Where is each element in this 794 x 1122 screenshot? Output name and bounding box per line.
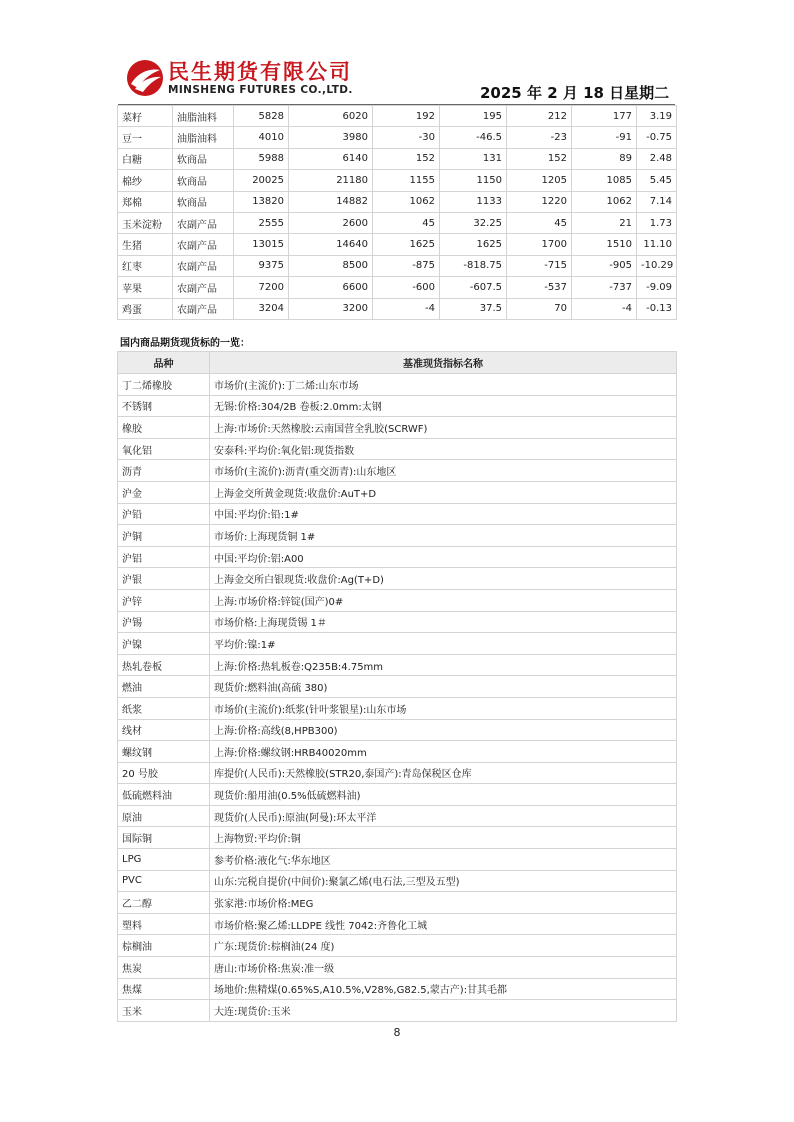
table-cell: 89 <box>572 148 637 169</box>
table-row <box>118 481 677 503</box>
variety-cell: 玉米 <box>118 1000 210 1022</box>
table-cell: 32.25 <box>440 212 507 233</box>
table-cell: 3980 <box>289 127 373 148</box>
table-cell: 1133 <box>440 191 507 212</box>
table-cell: 177 <box>572 106 637 127</box>
table-cell: 1062 <box>572 191 637 212</box>
table-row <box>118 654 677 676</box>
spot-index-cell: 市场价格:上海现货锡 1＃ <box>210 611 677 633</box>
spot-index-cell: 场地价:焦精煤(0.65%S,A10.5%,V28%,G82.5,蒙古产):甘其毛都 <box>210 978 677 1000</box>
table-cell: 1155 <box>373 170 440 191</box>
variety-cell: 沪锡 <box>118 611 210 633</box>
variety-cell: 塑料 <box>118 913 210 935</box>
table-row <box>118 676 677 698</box>
column-header-spot-index: 基准现货指标名称 <box>210 352 677 374</box>
spot-index-cell: 现货价(人民币):原油(阿曼):环太平洋 <box>210 805 677 827</box>
company-name-cn: 民生期货有限公司 <box>168 60 352 84</box>
table-cell: 软商品 <box>173 148 234 169</box>
table-cell: 1085 <box>572 170 637 191</box>
table-row <box>118 568 677 590</box>
table-row <box>118 438 677 460</box>
table-cell: -715 <box>507 255 572 276</box>
table-cell: 14882 <box>289 191 373 212</box>
table-cell: 70 <box>507 298 572 319</box>
spot-index-cell: 中国:平均价:铝:A00 <box>210 546 677 568</box>
table-cell: 软商品 <box>173 170 234 191</box>
table-cell: -10.29 <box>637 255 677 276</box>
variety-cell: LPG <box>118 849 210 871</box>
table-cell: 21 <box>572 212 637 233</box>
section-title: 国内商品期货现货标的一览： <box>120 338 250 349</box>
table-row <box>118 849 677 871</box>
table-row <box>118 212 677 233</box>
company-name-en: MINSHENG FUTURES CO.,LTD. <box>168 84 353 96</box>
table-row <box>118 913 677 935</box>
table-cell: 豆一 <box>118 127 173 148</box>
table-cell: 1.73 <box>637 212 677 233</box>
table-row <box>118 633 677 655</box>
table-row <box>118 978 677 1000</box>
table-cell: 1150 <box>440 170 507 191</box>
table-cell: 2600 <box>289 212 373 233</box>
variety-cell: 20 号胶 <box>118 762 210 784</box>
spot-index-cell: 张家港:市场价格:MEG <box>210 892 677 914</box>
table-cell: 5.45 <box>637 170 677 191</box>
table-row <box>118 805 677 827</box>
spot-index-cell: 广东:现货价:棕榈油(24 度) <box>210 935 677 957</box>
table-cell: -905 <box>572 255 637 276</box>
table-cell: 玉米淀粉 <box>118 212 173 233</box>
table-row <box>118 892 677 914</box>
spot-index-cell: 市场价:上海现货铜 1# <box>210 525 677 547</box>
table-cell: 农副产品 <box>173 298 234 319</box>
spot-index-cell: 上海:价格:高线(8,HPB300) <box>210 719 677 741</box>
table-row <box>118 234 677 255</box>
table-row <box>118 611 677 633</box>
variety-cell: 沪镍 <box>118 633 210 655</box>
variety-cell: 沪锌 <box>118 589 210 611</box>
variety-cell: 不锈钢 <box>118 395 210 417</box>
table-cell: 21180 <box>289 170 373 191</box>
minsheng-emblem-icon <box>126 58 164 98</box>
table-cell: -4 <box>373 298 440 319</box>
spot-index-cell: 上海:价格:热轧板卷:Q235B:4.75mm <box>210 654 677 676</box>
table-cell: -818.75 <box>440 255 507 276</box>
table-cell: 2.48 <box>637 148 677 169</box>
variety-cell: 燃油 <box>118 676 210 698</box>
table-cell: -23 <box>507 127 572 148</box>
spot-index-cell: 山东:完税自提价(中间价):聚氯乙烯(电石法,三型及五型) <box>210 870 677 892</box>
table-row <box>118 148 677 169</box>
variety-cell: 棕榈油 <box>118 935 210 957</box>
spot-index-cell: 上海:市场价:天然橡胶:云南国营全乳胶(SCRWF) <box>210 417 677 439</box>
spot-index-cell: 中国:平均价:铅:1# <box>210 503 677 525</box>
table-cell: 1625 <box>440 234 507 255</box>
table-row <box>118 255 677 276</box>
table-cell: 农副产品 <box>173 234 234 255</box>
report-date: 2025 年 2 月 18 日星期二 <box>480 84 670 102</box>
table-cell: 红枣 <box>118 255 173 276</box>
table-cell: 13015 <box>234 234 289 255</box>
table-cell: 6020 <box>289 106 373 127</box>
spot-index-cell: 参考价格:液化气:华东地区 <box>210 849 677 871</box>
table-cell: 6140 <box>289 148 373 169</box>
table-cell: -46.5 <box>440 127 507 148</box>
spot-index-cell: 上海:价格:螺纹钢:HRB40020mm <box>210 741 677 763</box>
table-row <box>118 106 677 127</box>
table-cell: 152 <box>507 148 572 169</box>
table-row <box>118 460 677 482</box>
table-cell: 8500 <box>289 255 373 276</box>
table-cell: -30 <box>373 127 440 148</box>
spot-index-cell: 大连:现货价:玉米 <box>210 1000 677 1022</box>
table-row <box>118 935 677 957</box>
table-cell: 郑棉 <box>118 191 173 212</box>
table-cell: 3200 <box>289 298 373 319</box>
variety-cell: 乙二醇 <box>118 892 210 914</box>
table-cell: 1062 <box>373 191 440 212</box>
table-row <box>118 827 677 849</box>
spot-index-cell: 上海金交所白银现货:收盘价:Ag(T+D) <box>210 568 677 590</box>
table-cell: -607.5 <box>440 277 507 298</box>
spread-table <box>117 105 677 320</box>
table-cell: 1700 <box>507 234 572 255</box>
variety-cell: 沪铜 <box>118 525 210 547</box>
variety-cell: 沥青 <box>118 460 210 482</box>
variety-cell: 氧化铝 <box>118 438 210 460</box>
variety-cell: 纸浆 <box>118 697 210 719</box>
variety-cell: 国际铜 <box>118 827 210 849</box>
spot-index-cell: 市场价(主流价):沥青(重交沥青):山东地区 <box>210 460 677 482</box>
table-cell: -91 <box>572 127 637 148</box>
company-logo <box>126 56 366 100</box>
variety-cell: 螺纹钢 <box>118 741 210 763</box>
table-cell: 11.10 <box>637 234 677 255</box>
table-cell: 195 <box>440 106 507 127</box>
variety-cell: 线材 <box>118 719 210 741</box>
table-cell: 苹果 <box>118 277 173 298</box>
table-cell: 软商品 <box>173 191 234 212</box>
column-header-variety: 品种 <box>118 352 210 374</box>
spot-index-table <box>117 351 677 1022</box>
table-cell: 192 <box>373 106 440 127</box>
table-cell: -600 <box>373 277 440 298</box>
spot-index-cell: 市场价(主流价):纸浆(针叶浆银星):山东市场 <box>210 697 677 719</box>
table-cell: -0.75 <box>637 127 677 148</box>
spot-index-cell: 现货价:船用油(0.5%低硫燃料油) <box>210 784 677 806</box>
table-cell: 13820 <box>234 191 289 212</box>
spot-index-cell: 平均价:镍:1# <box>210 633 677 655</box>
table-row <box>118 277 677 298</box>
table-row <box>118 170 677 191</box>
variety-cell: 沪铅 <box>118 503 210 525</box>
variety-cell: 沪银 <box>118 568 210 590</box>
table-cell: 农副产品 <box>173 212 234 233</box>
spot-index-cell: 库提价(人民币):天然橡胶(STR20,泰国产):青岛保税区仓库 <box>210 762 677 784</box>
table-row <box>118 417 677 439</box>
page-number: 8 <box>393 1026 401 1039</box>
table-cell: 20025 <box>234 170 289 191</box>
spot-index-cell: 市场价(主流价):丁二烯:山东市场 <box>210 374 677 396</box>
table-row <box>118 741 677 763</box>
table-row <box>118 546 677 568</box>
table-row <box>118 957 677 979</box>
table-cell: 152 <box>373 148 440 169</box>
table-cell: 4010 <box>234 127 289 148</box>
table-cell: 菜籽 <box>118 106 173 127</box>
spot-index-cell: 上海金交所黄金现货:收盘价:AuT+D <box>210 481 677 503</box>
table-row <box>118 503 677 525</box>
variety-cell: PVC <box>118 870 210 892</box>
table-row <box>118 374 677 396</box>
table-cell: 7200 <box>234 277 289 298</box>
table-cell: 5988 <box>234 148 289 169</box>
table-cell: 生猪 <box>118 234 173 255</box>
table-cell: 5828 <box>234 106 289 127</box>
table-cell: 3.19 <box>637 106 677 127</box>
table-row <box>118 1000 677 1022</box>
spot-index-cell: 现货价:燃料油(高硫 380) <box>210 676 677 698</box>
table-row <box>118 298 677 319</box>
table-row <box>118 191 677 212</box>
table-cell: 1220 <box>507 191 572 212</box>
table-cell: 2555 <box>234 212 289 233</box>
variety-cell: 沪铝 <box>118 546 210 568</box>
variety-cell: 热轧卷板 <box>118 654 210 676</box>
variety-cell: 丁二烯橡胶 <box>118 374 210 396</box>
table-cell: 1205 <box>507 170 572 191</box>
table-row <box>118 395 677 417</box>
table-cell: -9.09 <box>637 277 677 298</box>
table-cell: 14640 <box>289 234 373 255</box>
table-cell: 37.5 <box>440 298 507 319</box>
table-cell: -537 <box>507 277 572 298</box>
spot-index-cell: 无锡:价格:304/2B 卷板:2.0mm:太钢 <box>210 395 677 417</box>
table-cell: 6600 <box>289 277 373 298</box>
variety-cell: 焦煤 <box>118 978 210 1000</box>
spot-index-cell: 市场价格:聚乙烯:LLDPE 线性 7042:齐鲁化工城 <box>210 913 677 935</box>
table-cell: 45 <box>507 212 572 233</box>
table-cell: 1625 <box>373 234 440 255</box>
table-cell: 农副产品 <box>173 277 234 298</box>
table-cell: 油脂油料 <box>173 106 234 127</box>
variety-cell: 低硫燃料油 <box>118 784 210 806</box>
table-cell: -875 <box>373 255 440 276</box>
table-row <box>118 127 677 148</box>
spot-index-cell: 唐山:市场价格:焦炭:准一级 <box>210 957 677 979</box>
table-cell: 农副产品 <box>173 255 234 276</box>
table-cell: 1510 <box>572 234 637 255</box>
table-cell: 7.14 <box>637 191 677 212</box>
table-row <box>118 719 677 741</box>
variety-cell: 焦炭 <box>118 957 210 979</box>
spot-index-cell: 上海物贸:平均价:铜 <box>210 827 677 849</box>
table-row <box>118 525 677 547</box>
table-row <box>118 589 677 611</box>
table-cell: 3204 <box>234 298 289 319</box>
spot-index-cell: 安泰科:平均价:氧化铝:现货指数 <box>210 438 677 460</box>
table-cell: 9375 <box>234 255 289 276</box>
variety-cell: 沪金 <box>118 481 210 503</box>
table-cell: 白糖 <box>118 148 173 169</box>
table-cell: 鸡蛋 <box>118 298 173 319</box>
spot-index-cell: 上海:市场价格:锌锭(国产)0# <box>210 589 677 611</box>
table-cell: -737 <box>572 277 637 298</box>
table-cell: -4 <box>572 298 637 319</box>
table-cell: 油脂油料 <box>173 127 234 148</box>
table-row <box>118 870 677 892</box>
table-row <box>118 784 677 806</box>
table-row <box>118 762 677 784</box>
table-cell: 棉纱 <box>118 170 173 191</box>
variety-cell: 橡胶 <box>118 417 210 439</box>
table-cell: -0.13 <box>637 298 677 319</box>
table-cell: 131 <box>440 148 507 169</box>
table-cell: 212 <box>507 106 572 127</box>
variety-cell: 原油 <box>118 805 210 827</box>
table-cell: 45 <box>373 212 440 233</box>
table-row <box>118 697 677 719</box>
